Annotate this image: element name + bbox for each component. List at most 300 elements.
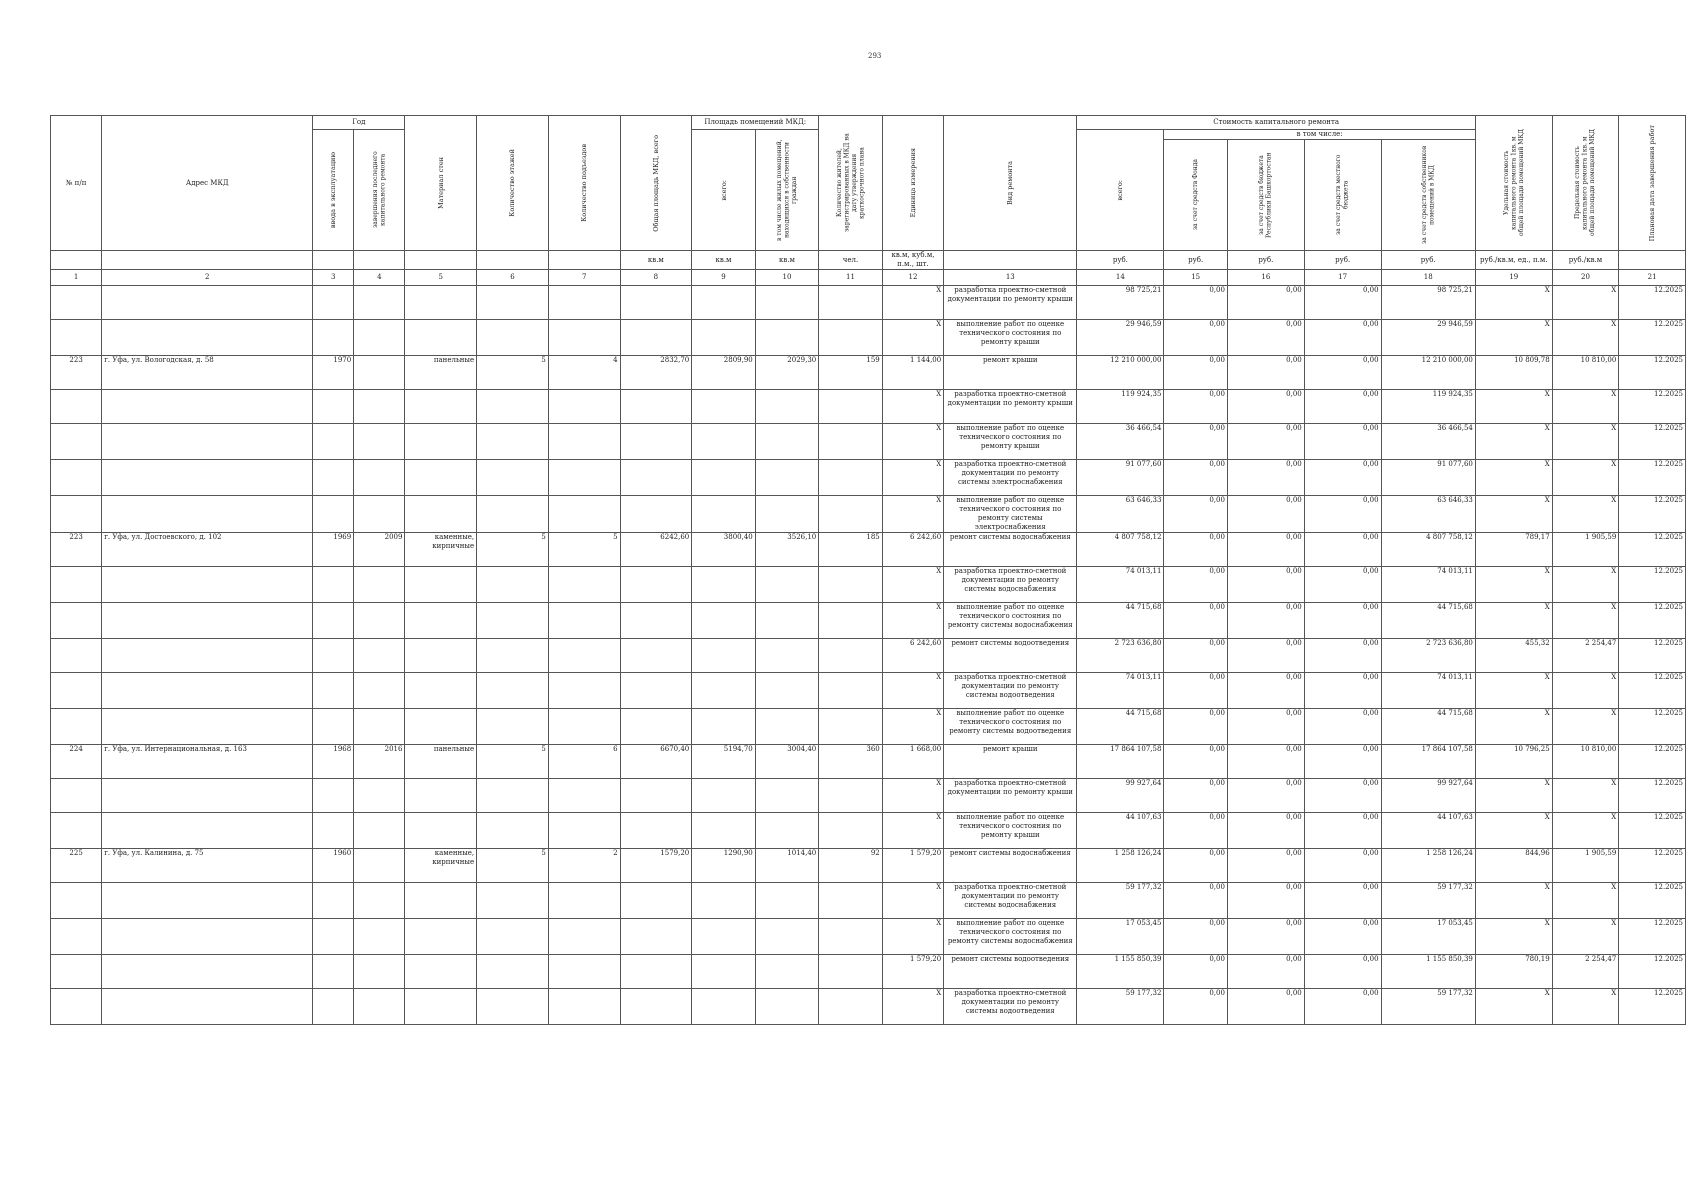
cell-area — [620, 286, 692, 320]
unit-cell: кв.м, куб.м, п.м., шт. — [882, 251, 943, 270]
cell-local: 0,00 — [1304, 356, 1381, 390]
table-row — [51, 496, 1686, 533]
cell-lc: 10 810,00 — [1552, 745, 1619, 779]
header-cost-local: за счет средств местного бюджета — [1304, 140, 1381, 251]
header-cost-group: Стоимость капитального ремонта — [1077, 116, 1476, 130]
cell-y2 — [354, 639, 405, 673]
cell-lc: 2 254,47 — [1552, 639, 1619, 673]
cell-date: 12.2025 — [1619, 989, 1686, 1025]
cell-local: 0,00 — [1304, 496, 1381, 533]
cell-work: разработка проектно-сметной документации по ремонту системы водоотведения — [944, 989, 1077, 1025]
cell-total: 4 807 758,12 — [1077, 533, 1164, 567]
cell-lc: X — [1552, 779, 1619, 813]
cell-no — [51, 390, 102, 424]
column-number: 5 — [405, 270, 477, 286]
column-number: 17 — [1304, 270, 1381, 286]
table-body — [51, 286, 1686, 1025]
capital-repair-table — [50, 115, 1686, 1025]
cell-address — [102, 390, 313, 424]
cell-no — [51, 603, 102, 639]
cell-fund: 0,00 — [1164, 883, 1228, 919]
table-row — [51, 745, 1686, 779]
cell-work: разработка проектно-сметной документации по ремонту системы водоотведения — [944, 673, 1077, 709]
cell-p2 — [755, 673, 819, 709]
cell-lc: X — [1552, 320, 1619, 356]
cell-y2 — [354, 883, 405, 919]
cell-y2 — [354, 919, 405, 955]
cell-y2 — [354, 779, 405, 813]
cell-p1 — [692, 603, 756, 639]
cell-unit: X — [882, 709, 943, 745]
column-number: 18 — [1381, 270, 1475, 286]
cell-date: 12.2025 — [1619, 390, 1686, 424]
header-wall-material: Материал стен — [405, 116, 477, 251]
cell-lc: X — [1552, 496, 1619, 533]
table-row — [51, 673, 1686, 709]
table-row — [51, 779, 1686, 813]
cell-local: 0,00 — [1304, 603, 1381, 639]
cell-mat — [405, 639, 477, 673]
cell-unit: X — [882, 424, 943, 460]
cell-fund: 0,00 — [1164, 779, 1228, 813]
cell-address — [102, 603, 313, 639]
cell-y2 — [354, 673, 405, 709]
cell-total: 99 927,64 — [1077, 779, 1164, 813]
cell-fund: 0,00 — [1164, 460, 1228, 496]
header-year-last-repair: завершения последнего капитального ремонта — [354, 130, 405, 251]
column-number: 8 — [620, 270, 692, 286]
cell-total: 74 013,11 — [1077, 567, 1164, 603]
header-unit: Единица измерения — [882, 116, 943, 251]
cell-p1 — [692, 813, 756, 849]
cell-mat — [405, 883, 477, 919]
cell-uc: X — [1475, 424, 1552, 460]
cell-own: 4 807 758,12 — [1381, 533, 1475, 567]
cell-p2 — [755, 919, 819, 955]
column-number: 1 — [51, 270, 102, 286]
cell-own: 91 077,60 — [1381, 460, 1475, 496]
cell-rb: 0,00 — [1227, 919, 1304, 955]
cell-total: 44 715,68 — [1077, 603, 1164, 639]
cell-own: 17 864 107,58 — [1381, 745, 1475, 779]
table-row — [51, 709, 1686, 745]
cell-mat — [405, 989, 477, 1025]
cell-date: 12.2025 — [1619, 460, 1686, 496]
cell-p2: 3004,40 — [755, 745, 819, 779]
column-number: 14 — [1077, 270, 1164, 286]
cell-y2 — [354, 849, 405, 883]
cell-local: 0,00 — [1304, 320, 1381, 356]
cell-p2 — [755, 460, 819, 496]
cell-p1 — [692, 567, 756, 603]
unit-cell: руб. — [1164, 251, 1228, 270]
cell-p1 — [692, 989, 756, 1025]
cell-y2 — [354, 424, 405, 460]
cell-res — [819, 709, 883, 745]
cell-fl — [477, 779, 549, 813]
cell-address — [102, 779, 313, 813]
cell-rb: 0,00 — [1227, 989, 1304, 1025]
cell-fund: 0,00 — [1164, 709, 1228, 745]
cell-fl — [477, 424, 549, 460]
cell-fund: 0,00 — [1164, 603, 1228, 639]
cell-y1: 1970 — [313, 356, 354, 390]
cell-rb: 0,00 — [1227, 849, 1304, 883]
cell-en — [548, 639, 620, 673]
cell-address: г. Уфа, ул. Интернациональная, д. 163 — [102, 745, 313, 779]
cell-fund: 0,00 — [1164, 533, 1228, 567]
header-unit-cost: Удельная стоимость капитального ремонта 1кв. м общей площади помещений МКД — [1475, 116, 1552, 251]
cell-rb: 0,00 — [1227, 424, 1304, 460]
unit-cell: руб. — [1381, 251, 1475, 270]
cell-p2: 3526,10 — [755, 533, 819, 567]
cell-res — [819, 989, 883, 1025]
cell-res: 159 — [819, 356, 883, 390]
cell-p2 — [755, 496, 819, 533]
cell-fl — [477, 567, 549, 603]
cell-uc: X — [1475, 989, 1552, 1025]
cell-area: 1579,20 — [620, 849, 692, 883]
cell-y2 — [354, 496, 405, 533]
cell-date: 12.2025 — [1619, 883, 1686, 919]
cell-p1 — [692, 955, 756, 989]
cell-y1 — [313, 460, 354, 496]
cell-local: 0,00 — [1304, 779, 1381, 813]
cell-res — [819, 955, 883, 989]
cell-y1 — [313, 989, 354, 1025]
cell-area — [620, 709, 692, 745]
cell-address — [102, 989, 313, 1025]
cell-res — [819, 639, 883, 673]
table-row — [51, 286, 1686, 320]
cell-rb: 0,00 — [1227, 390, 1304, 424]
cell-lc: X — [1552, 989, 1619, 1025]
cell-rb: 0,00 — [1227, 709, 1304, 745]
cell-no — [51, 286, 102, 320]
cell-own: 36 466,54 — [1381, 424, 1475, 460]
cell-p1 — [692, 320, 756, 356]
cell-total: 119 924,35 — [1077, 390, 1164, 424]
cell-total: 2 723 636,80 — [1077, 639, 1164, 673]
cell-p2 — [755, 567, 819, 603]
cell-own: 1 155 850,39 — [1381, 955, 1475, 989]
cell-y1 — [313, 919, 354, 955]
cell-mat: панельные — [405, 356, 477, 390]
table-row — [51, 955, 1686, 989]
cell-rb: 0,00 — [1227, 460, 1304, 496]
cell-uc: X — [1475, 779, 1552, 813]
cell-y1: 1969 — [313, 533, 354, 567]
cell-lc: X — [1552, 709, 1619, 745]
cell-work: выполнение работ по оценке технического состояния по ремонту крыши — [944, 320, 1077, 356]
cell-fund: 0,00 — [1164, 639, 1228, 673]
cell-en — [548, 779, 620, 813]
cell-p2 — [755, 989, 819, 1025]
cell-address — [102, 460, 313, 496]
cell-address — [102, 639, 313, 673]
cell-own: 74 013,11 — [1381, 567, 1475, 603]
cell-mat: панельные — [405, 745, 477, 779]
cell-p2 — [755, 639, 819, 673]
cell-mat — [405, 320, 477, 356]
cell-area — [620, 779, 692, 813]
cell-total: 59 177,32 — [1077, 989, 1164, 1025]
cell-rb: 0,00 — [1227, 320, 1304, 356]
cell-rb: 0,00 — [1227, 639, 1304, 673]
cell-en: 4 — [548, 356, 620, 390]
cell-work: ремонт системы водоотведения — [944, 955, 1077, 989]
cell-work: выполнение работ по оценке технического состояния по ремонту системы водоснабжения — [944, 603, 1077, 639]
cell-date: 12.2025 — [1619, 639, 1686, 673]
cell-total: 44 107,63 — [1077, 813, 1164, 849]
cell-no — [51, 460, 102, 496]
cell-p1 — [692, 390, 756, 424]
cell-fl — [477, 639, 549, 673]
cell-unit: X — [882, 390, 943, 424]
cell-date: 12.2025 — [1619, 745, 1686, 779]
cell-address — [102, 673, 313, 709]
header-work-type: Вид ремонта — [944, 116, 1077, 251]
cell-unit: X — [882, 883, 943, 919]
column-number: 6 — [477, 270, 549, 286]
cell-local: 0,00 — [1304, 813, 1381, 849]
table-row — [51, 639, 1686, 673]
unit-cell: чел. — [819, 251, 883, 270]
cell-own: 63 646,33 — [1381, 496, 1475, 533]
header-cost-total: всего: — [1077, 130, 1164, 251]
cell-rb: 0,00 — [1227, 955, 1304, 989]
table-row — [51, 989, 1686, 1025]
unit-cell: руб./кв.м, ед., п.м. — [1475, 251, 1552, 270]
cell-p2: 2029,30 — [755, 356, 819, 390]
cell-local: 0,00 — [1304, 533, 1381, 567]
cell-local: 0,00 — [1304, 745, 1381, 779]
cell-work: выполнение работ по оценке технического состояния по ремонту крыши — [944, 424, 1077, 460]
cell-en — [548, 424, 620, 460]
cell-total: 1 155 850,39 — [1077, 955, 1164, 989]
cell-area — [620, 989, 692, 1025]
cell-p1 — [692, 883, 756, 919]
cell-total: 44 715,68 — [1077, 709, 1164, 745]
cell-fl — [477, 603, 549, 639]
cell-fund: 0,00 — [1164, 390, 1228, 424]
cell-local: 0,00 — [1304, 567, 1381, 603]
cell-en — [548, 989, 620, 1025]
cell-uc: X — [1475, 883, 1552, 919]
column-number: 20 — [1552, 270, 1619, 286]
cell-y2 — [354, 286, 405, 320]
cell-fl — [477, 496, 549, 533]
cell-date: 12.2025 — [1619, 533, 1686, 567]
cell-y1 — [313, 496, 354, 533]
cell-rb: 0,00 — [1227, 745, 1304, 779]
cell-work: выполнение работ по оценке технического состояния по ремонту крыши — [944, 813, 1077, 849]
cell-rb: 0,00 — [1227, 286, 1304, 320]
cell-address — [102, 320, 313, 356]
cell-area — [620, 567, 692, 603]
header-planned-date: Плановая дата завершения работ — [1619, 116, 1686, 251]
column-number: 3 — [313, 270, 354, 286]
cell-area — [620, 919, 692, 955]
cell-lc: X — [1552, 813, 1619, 849]
cell-unit: X — [882, 603, 943, 639]
cell-y2 — [354, 356, 405, 390]
cell-no — [51, 567, 102, 603]
cell-own: 17 053,45 — [1381, 919, 1475, 955]
unit-cell: кв.м — [755, 251, 819, 270]
cell-res — [819, 567, 883, 603]
cell-address — [102, 813, 313, 849]
cell-date: 12.2025 — [1619, 779, 1686, 813]
cell-address: г. Уфа, ул. Достоевского, д. 102 — [102, 533, 313, 567]
cell-en — [548, 390, 620, 424]
cell-local: 0,00 — [1304, 673, 1381, 709]
cell-total: 36 466,54 — [1077, 424, 1164, 460]
header-entrances: Количество подъездов — [548, 116, 620, 251]
cell-res: 360 — [819, 745, 883, 779]
cell-no: 223 — [51, 356, 102, 390]
cell-y1 — [313, 603, 354, 639]
cell-work: выполнение работ по оценке технического состояния по ремонту системы электроснабжения — [944, 496, 1077, 533]
cell-local: 0,00 — [1304, 883, 1381, 919]
cell-work: выполнение работ по оценке технического состояния по ремонту системы водоснабжения — [944, 919, 1077, 955]
cell-res — [819, 390, 883, 424]
cell-date: 12.2025 — [1619, 919, 1686, 955]
cell-y2 — [354, 460, 405, 496]
cell-uc: X — [1475, 919, 1552, 955]
cell-p1 — [692, 460, 756, 496]
cell-area — [620, 955, 692, 989]
cell-own: 1 258 126,24 — [1381, 849, 1475, 883]
page-number: 293 — [868, 52, 882, 60]
header-year-commission: ввода в эксплуатацию — [313, 130, 354, 251]
cell-date: 12.2025 — [1619, 424, 1686, 460]
cell-en — [548, 460, 620, 496]
cell-fund: 0,00 — [1164, 424, 1228, 460]
column-number: 10 — [755, 270, 819, 286]
cell-y1 — [313, 779, 354, 813]
cell-no — [51, 673, 102, 709]
cell-y2 — [354, 567, 405, 603]
cell-mat: каменные, кирпичные — [405, 849, 477, 883]
cell-local: 0,00 — [1304, 955, 1381, 989]
cell-no — [51, 709, 102, 745]
cell-address — [102, 424, 313, 460]
cell-y2: 2016 — [354, 745, 405, 779]
cell-total: 29 946,59 — [1077, 320, 1164, 356]
cell-work: ремонт системы водоснабжения — [944, 849, 1077, 883]
cell-uc: 789,17 — [1475, 533, 1552, 567]
cell-y1 — [313, 709, 354, 745]
header-premises-total: всего: — [692, 130, 756, 251]
header-no: № п/п — [51, 116, 102, 251]
cell-no — [51, 813, 102, 849]
cell-lc: X — [1552, 390, 1619, 424]
cell-en — [548, 567, 620, 603]
cell-local: 0,00 — [1304, 709, 1381, 745]
cell-unit: 6 242,60 — [882, 533, 943, 567]
cell-y1 — [313, 955, 354, 989]
cell-fl — [477, 989, 549, 1025]
cell-uc: 780,19 — [1475, 955, 1552, 989]
cell-fl: 5 — [477, 745, 549, 779]
cell-rb: 0,00 — [1227, 533, 1304, 567]
cell-work: ремонт крыши — [944, 356, 1077, 390]
cell-p2 — [755, 955, 819, 989]
cell-own: 12 210 000,00 — [1381, 356, 1475, 390]
cell-local: 0,00 — [1304, 989, 1381, 1025]
cell-unit: X — [882, 460, 943, 496]
cell-mat — [405, 779, 477, 813]
cell-y1 — [313, 639, 354, 673]
cell-unit: 6 242,60 — [882, 639, 943, 673]
column-number: 9 — [692, 270, 756, 286]
cell-fl — [477, 813, 549, 849]
cell-uc: X — [1475, 286, 1552, 320]
cell-address — [102, 883, 313, 919]
cell-own: 59 177,32 — [1381, 989, 1475, 1025]
cell-no — [51, 919, 102, 955]
cell-uc: 844,96 — [1475, 849, 1552, 883]
cell-date: 12.2025 — [1619, 356, 1686, 390]
cell-unit: 1 579,20 — [882, 955, 943, 989]
cell-total: 1 258 126,24 — [1077, 849, 1164, 883]
cell-p2 — [755, 286, 819, 320]
cell-address — [102, 286, 313, 320]
header-year-group: Год — [313, 116, 405, 130]
unit-cell: кв.м — [620, 251, 692, 270]
cell-uc: X — [1475, 320, 1552, 356]
cell-fl — [477, 919, 549, 955]
unit-cell: руб./кв.м — [1552, 251, 1619, 270]
cell-p1 — [692, 779, 756, 813]
cell-p1 — [692, 673, 756, 709]
cell-uc: X — [1475, 567, 1552, 603]
cell-p2 — [755, 424, 819, 460]
table-row — [51, 460, 1686, 496]
cell-area — [620, 424, 692, 460]
cell-en — [548, 709, 620, 745]
cell-unit: X — [882, 567, 943, 603]
cell-area — [620, 813, 692, 849]
column-number: 13 — [944, 270, 1077, 286]
cell-p1 — [692, 639, 756, 673]
cell-y2 — [354, 709, 405, 745]
cell-unit: X — [882, 286, 943, 320]
cell-y2 — [354, 955, 405, 989]
unit-cell: кв.м — [692, 251, 756, 270]
cell-area — [620, 460, 692, 496]
cell-unit: X — [882, 320, 943, 356]
cell-mat — [405, 496, 477, 533]
cell-rb: 0,00 — [1227, 673, 1304, 709]
cell-p1: 3800,40 — [692, 533, 756, 567]
cell-work: ремонт крыши — [944, 745, 1077, 779]
cell-mat — [405, 603, 477, 639]
cell-fund: 0,00 — [1164, 849, 1228, 883]
cell-p2 — [755, 779, 819, 813]
cell-fund: 0,00 — [1164, 919, 1228, 955]
cell-no — [51, 779, 102, 813]
cell-date: 12.2025 — [1619, 813, 1686, 849]
cell-work: разработка проектно-сметной документации по ремонту системы водоснабжения — [944, 883, 1077, 919]
cell-uc: 10 809,78 — [1475, 356, 1552, 390]
cell-res — [819, 603, 883, 639]
cell-y2 — [354, 603, 405, 639]
cell-fund: 0,00 — [1164, 567, 1228, 603]
cell-unit: X — [882, 673, 943, 709]
cell-work: разработка проектно-сметной документации по ремонту системы водоснабжения — [944, 567, 1077, 603]
